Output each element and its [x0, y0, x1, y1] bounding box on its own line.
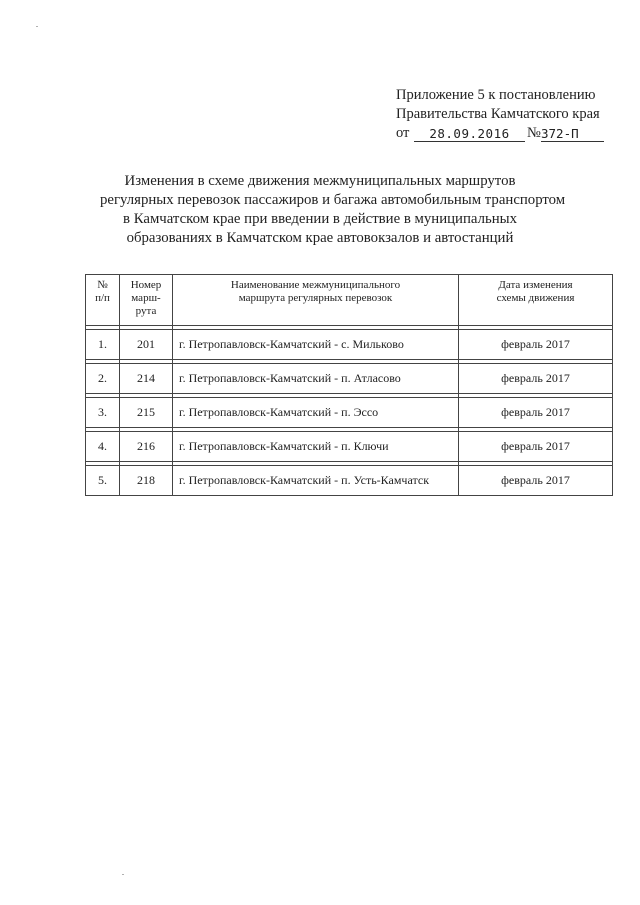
route-number: 218 — [120, 466, 173, 496]
header-num-line-2: п/п — [95, 292, 110, 304]
route-name: г. Петропавловск-Камчатский - п. Усть-Камчатск — [173, 466, 459, 496]
header-date-line-1: Дата изменения — [498, 279, 573, 291]
route-number: 215 — [120, 398, 173, 428]
route-number: 216 — [120, 432, 173, 462]
title-line-3: в Камчатском крае при введении в действие в муниципальных — [123, 211, 517, 227]
table-row — [86, 330, 613, 360]
title-line-4: образованиях в Камчатском крае автовокзалов и автостанций — [126, 230, 514, 246]
document-title — [100, 172, 566, 248]
table-header-row — [86, 275, 613, 326]
route-number: 214 — [120, 364, 173, 394]
change-date: февраль 2017 — [459, 432, 613, 462]
change-date: февраль 2017 — [459, 364, 613, 394]
row-number: 4. — [86, 432, 120, 462]
resolution-date: 28.09.2016 — [414, 124, 525, 142]
number-sign: № — [527, 125, 541, 141]
scan-speck-bottom — [122, 874, 124, 875]
header-name-line-1: Наименование межмуниципального — [230, 279, 401, 291]
header-num — [86, 275, 120, 326]
header-route-line-1: Номер — [130, 279, 162, 291]
route-name: г. Петропавловск-Камчатский - п. Эссо — [173, 398, 459, 428]
row-number: 1. — [86, 330, 120, 360]
route-name: г. Петропавловск-Камчатский - с. Мильково — [173, 330, 459, 360]
header-route-line-3: рута — [135, 305, 157, 317]
header-route-line-2: марш- — [131, 292, 161, 304]
header-route — [120, 275, 173, 326]
row-number: 5. — [86, 466, 120, 496]
header-name-line-2: маршрута регулярных перевозок — [238, 292, 393, 304]
header-date — [459, 275, 613, 326]
routes-table — [85, 274, 613, 496]
change-date: февраль 2017 — [459, 466, 613, 496]
change-date: февраль 2017 — [459, 398, 613, 428]
appendix-line-1: Приложение 5 к постановлению — [396, 87, 596, 103]
appendix-line-2: Правительства Камчатского края — [396, 106, 600, 122]
header-date-line-2: схемы движения — [496, 292, 575, 304]
table-row — [86, 364, 613, 394]
title-line-1: Изменения в схеме движения межмуниципальных маршрутов — [124, 173, 516, 189]
route-number: 201 — [120, 330, 173, 360]
resolution-number: 372-П — [541, 124, 604, 142]
route-name: г. Петропавловск-Камчатский - п. Ключи — [173, 432, 459, 462]
scan-speck-top — [36, 26, 38, 27]
change-date: февраль 2017 — [459, 330, 613, 360]
document-reference — [396, 124, 626, 143]
route-name: г. Петропавловск-Камчатский - п. Атласово — [173, 364, 459, 394]
appendix-header — [396, 86, 626, 143]
title-line-2: регулярных перевозок пассажиров и багажа автомобильным транспортом — [100, 192, 566, 208]
date-prefix: от — [396, 125, 410, 141]
row-number: 3. — [86, 398, 120, 428]
table-row — [86, 432, 613, 462]
header-num-line-1: № — [97, 279, 108, 291]
header-name — [173, 275, 459, 326]
row-number: 2. — [86, 364, 120, 394]
table-row — [86, 466, 613, 496]
table-row — [86, 398, 613, 428]
